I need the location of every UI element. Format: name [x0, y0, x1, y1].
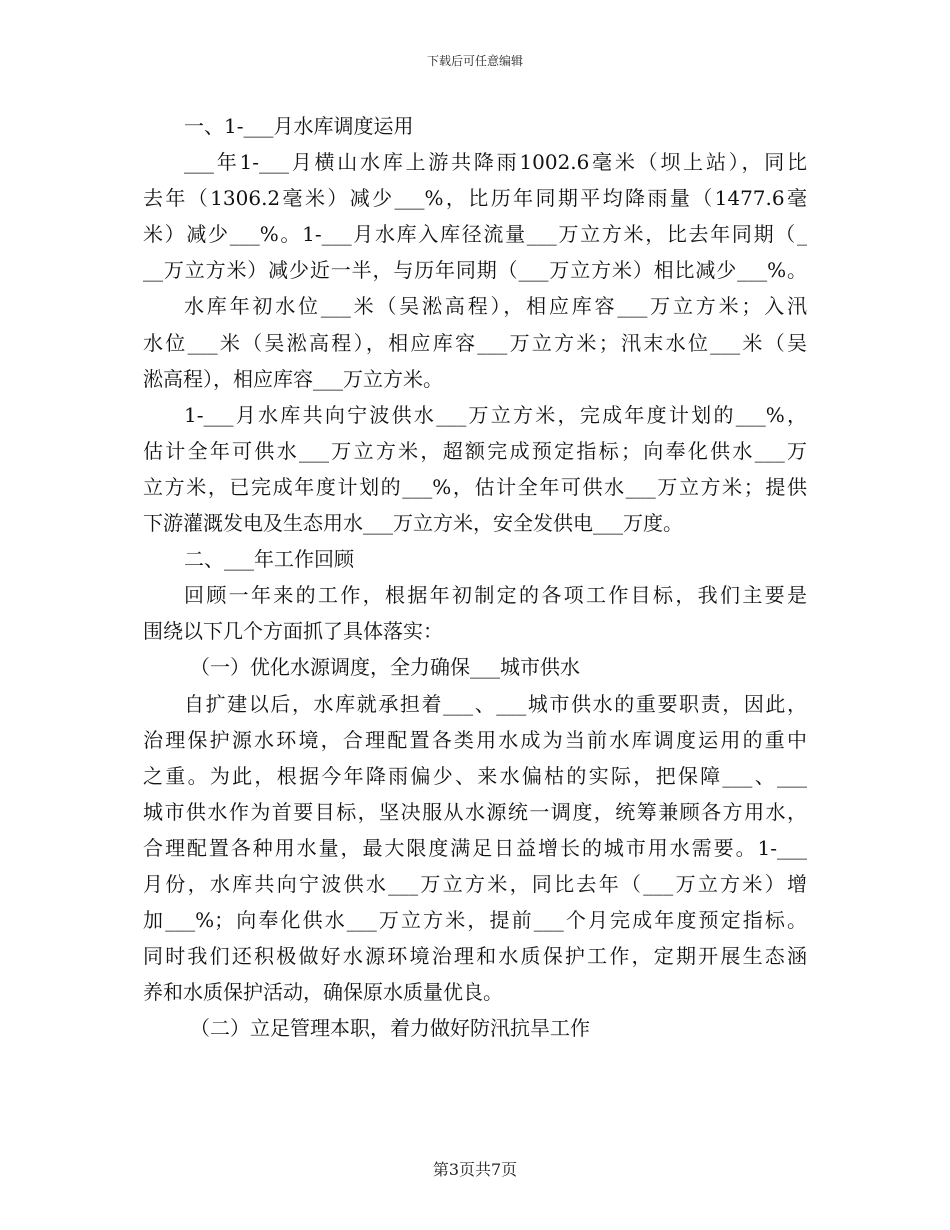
page-footer: 第3页共7页 — [432, 1160, 518, 1179]
body-text-line: 之重。为此，根据今年降雨偏少、来水偏枯的实际，把保障___、___ — [143, 763, 807, 788]
body-text-line: 水库年初水位___米（吴淞高程），相应库容___万立方米；入汛 — [184, 294, 807, 319]
body-text-line: ___年1-___月横山水库上游共降雨1002.6毫米（坝上站），同比 — [184, 150, 807, 175]
body-text-line: 同时我们还积极做好水源环境治理和水质保护工作，定期开展生态涵 — [143, 944, 807, 969]
body-text-line: 1-___月水库共向宁波供水___万立方米，完成年度计划的___%， — [184, 402, 807, 427]
body-text-line: 水位___米（吴淞高程），相应库容___万立方米；汛末水位___米（吴 — [143, 330, 807, 355]
body-text-line: 估计全年可供水___万立方米，超额完成预定指标；向奉化供水___万 — [143, 438, 807, 463]
body-text-line: __万立方米）减少近一半，与历年同期（___万立方米）相比减少___%。 — [143, 258, 807, 283]
document-body — [143, 108, 807, 1046]
body-text-line: 去年（1306.2毫米）减少___%，比历年同期平均降雨量（1477.6毫 — [143, 186, 807, 211]
body-text-line: 加___%；向奉化供水___万立方米，提前___个月完成年度预定指标。 — [143, 908, 807, 933]
body-text-line: 城市供水作为首要目标，坚决服从水源统一调度，统筹兼顾各方用水， — [143, 799, 807, 824]
body-text-line: 立方米，已完成年度计划的___%，估计全年可供水___万立方米；提供 — [143, 474, 807, 499]
body-text-line: 月份，水库共向宁波供水___万立方米，同比去年（___万立方米）增 — [143, 871, 807, 896]
body-text-line: 回顾一年来的工作，根据年初制定的各项工作目标，我们主要是 — [184, 583, 807, 608]
body-text-line: 下游灌溉发电及生态用水___万立方米，安全发供电___万度。 — [143, 511, 683, 536]
body-text-line: 养和水质保护活动，确保原水质量优良。 — [143, 980, 503, 1005]
body-text-line: （一）优化水源调度，全力确保___城市供水 — [190, 655, 580, 680]
body-text-line: 围绕以下几个方面抓了具体落实： — [143, 619, 443, 644]
body-text-line: 二、___年工作回顾 — [184, 547, 354, 572]
body-text-line: 合理配置各种用水量，最大限度满足日益增长的城市用水需要。1-___ — [143, 835, 807, 860]
body-text-line: （二）立足管理本职，着力做好防汛抗旱工作 — [190, 1016, 590, 1041]
page-header: 下载后可任意编辑 — [426, 54, 523, 68]
body-text-line: 米）减少___%。1-___月水库入库径流量___万立方米，比去年同期（_ — [143, 222, 807, 247]
body-text-line: 淞高程），相应库容___万立方米。 — [143, 366, 443, 391]
body-text-line: 一、1-___月水库调度运用 — [184, 114, 414, 138]
body-text-line: 自扩建以后，水库就承担着___、___城市供水的重要职责，因此， — [184, 691, 807, 716]
body-text-line: 治理保护源水环境，合理配置各类用水成为当前水库调度运用的重中 — [143, 727, 807, 752]
